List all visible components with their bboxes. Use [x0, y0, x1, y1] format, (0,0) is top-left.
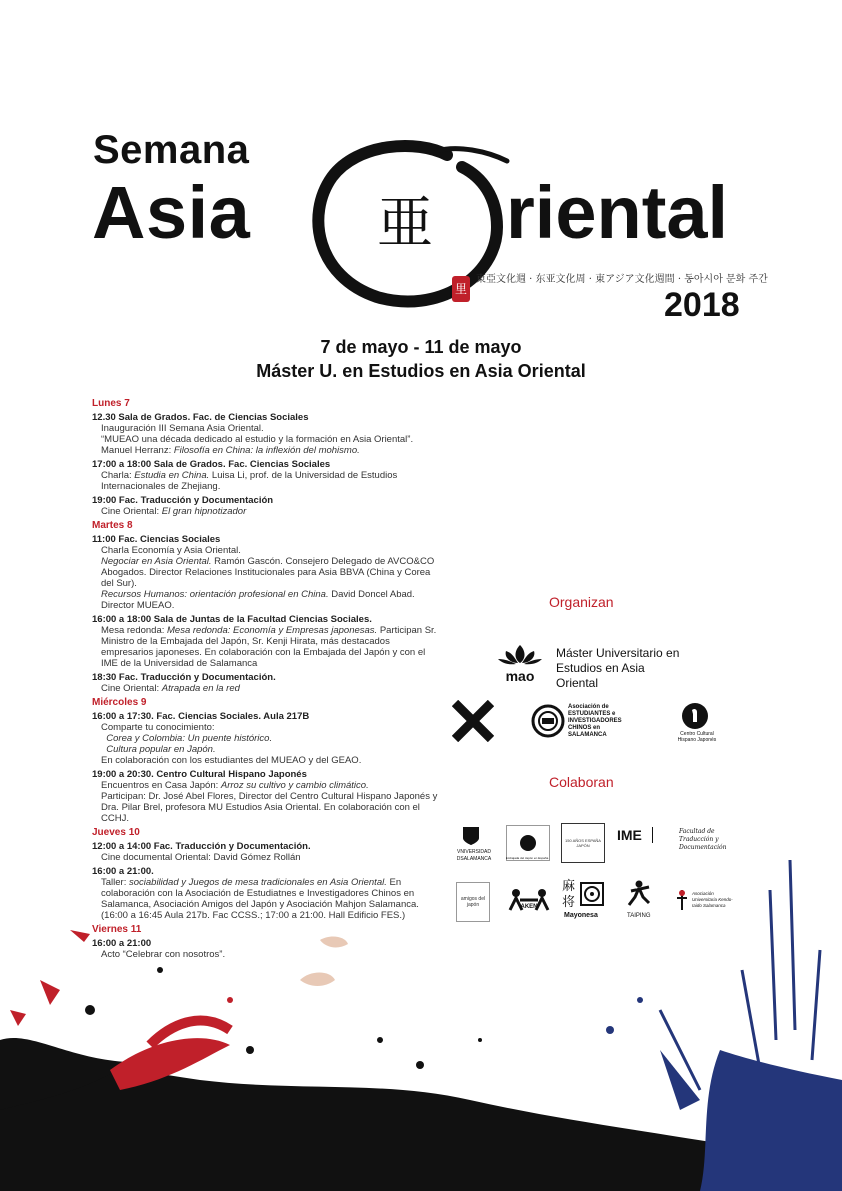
enso-character: 亜	[377, 191, 433, 256]
event-detail: Comparte tu conocimiento:	[101, 722, 215, 733]
event-heading: 16:00 a 21:00.	[92, 866, 154, 877]
title-semana: Semana	[93, 128, 250, 172]
cchj-text: Centro Cultural Hispano Japonés	[677, 731, 717, 743]
taiping-text: TAIPING	[627, 913, 651, 919]
paint-splash-decoration	[0, 830, 842, 1191]
150-anos-logo: 150 AÑOS ESPAÑA JAPÓN	[561, 823, 605, 863]
cjk-subtitle: 東亞文化週 · 东亚文化周 · 東アジア文化週間 · 동아시아 문화 주간	[476, 274, 768, 285]
mao-program-name: Máster Universitario en Estudios en Asia Oriental	[556, 646, 680, 690]
program-day: Jueves 10	[92, 827, 140, 838]
event-detail: Inauguración III Semana Asia Oriental.	[101, 423, 264, 434]
program-day: Martes 8	[92, 520, 133, 531]
event-detail: Cine documental Oriental: David Gómez Rollán	[101, 852, 301, 863]
fac-traduccion-text: Facultad de Traducción y Documentación	[679, 828, 727, 851]
program-day: Lunes 7	[92, 398, 130, 409]
event-detail: Cine Oriental: El gran hipnotizador	[101, 506, 247, 517]
event-detail: Encuentros en Casa Japón: Arroz su cultivo y cambio climático.	[101, 780, 369, 791]
event-detail: Charla: Estudia en China. Luisa Li, prof. de la Universidad de Estudios Internacionales de Zhejiang.	[101, 470, 398, 492]
ime-logo: IME	[617, 827, 653, 843]
event-heading: 16:00 a 18:00 Sala de Juntas de la Facultad Ciencias Sociales.	[92, 614, 372, 625]
event-heading: 16:00 a 21:00	[92, 938, 152, 949]
event-detail: Taller: sociabilidad y Juegos de mesa tradicionales en Asia Oriental. En colaboración con la Asociación de Estudiatnes e Investigadores Chinos en Salamanca, Asociación Amigos del Japón y Asociación Mahjon Salamanca. (16:00 a 16:45 Aula 217b. Fac CCSS.; 17:00 a 21:00. Hall Edificio FES.)	[101, 877, 419, 921]
event-heading: 19:00 a 20:30. Centro Cultural Hispano Japonés	[92, 769, 307, 780]
program-day: Miércoles 9	[92, 697, 147, 708]
event-detail: Mesa redonda: Mesa redonda: Economía y Empresas japonesas. Participan Sr. Ministro de la Embajada del Japón, Sr. Kenji Hirata, más destacados empresarios japoneses. En colaboración con la Embajada del Japón y con el IME de la Universidad de Salamanca	[101, 625, 437, 669]
event-heading: 16:00 a 17:30. Fac. Ciencias Sociales. Aula 217B	[92, 711, 310, 722]
amigos-japon-logo: amigos del japón	[456, 882, 490, 922]
event-heading: 19:00 Fac. Traducción y Documentación	[92, 495, 274, 506]
event-detail: Participan: Dr. José Abel Flores, Director del Centro Cultural Hispano Japonés y Dra. Pilar Brel, profesora MU Estudios Asia Oriental. En colaboración con el CCHJ.	[101, 791, 438, 824]
master-title: Máster U. en Estudios en Asia Oriental	[256, 361, 586, 381]
embajada-text: Embajada del Japón en España	[505, 856, 549, 860]
red-seal-stamp: 里	[452, 276, 470, 302]
usal-text: VNIVERSIDAD DSALAMANCA	[456, 849, 492, 862]
event-detail: Cine Oriental: Atrapada en la red	[101, 683, 240, 694]
svg-text:AKEN: AKEN	[520, 904, 538, 910]
x-logo	[452, 700, 494, 742]
event-detail: Manuel Herranz: Filosofía en China: la inflexión del mohismo.	[101, 445, 360, 456]
event-detail: “MUEAO una década dedicado al estudio y la formación en Asia Oriental”.	[101, 434, 414, 445]
title-asia: Asia	[92, 171, 251, 254]
assoc-univ-text: Asociación Universitaria Kendo-Iaido Salamanca	[692, 891, 733, 908]
organizers-title: Organizan	[549, 594, 614, 610]
event-detail: En colaboración con los estudiantes del MUEAO y del GEAO.	[101, 755, 362, 766]
mao-logo	[494, 641, 546, 683]
event-detail: Charla Economía y Asia Oriental.	[101, 545, 241, 556]
mahjong-chars: 麻 将	[562, 879, 576, 910]
event-heading: 17:00 a 18:00 Sala de Grados. Fac. Ciencias Sociales	[92, 459, 331, 470]
asoc-chinos-text: Asociación de ESTUDIANTES e INVESTIGADORES CHINOS en SALAMANCA	[568, 704, 622, 738]
collaborators-title: Colaboran	[549, 774, 614, 790]
event-detail: Cultura popular en Japón.	[106, 744, 216, 755]
event-heading: 18:30 Fac. Traducción y Documentación.	[92, 672, 276, 683]
event-heading: 12.30 Sala de Grados. Fac. de Ciencias Sociales	[92, 412, 309, 423]
event-detail: Acto “Celebrar con nosotros”.	[101, 949, 226, 960]
event-detail: Corea y Colombia: Un puente histórico.	[106, 733, 273, 744]
event-detail: Negociar en Asia Oriental. Ramón Gascón. Consejero Delegado de AVCO&CO Abogados. Director Relaciones Institucionales para Asia BBVA (China y Corea del Sur).	[101, 556, 435, 589]
event-dates: 7 de mayo - 11 de mayo	[320, 337, 522, 357]
event-heading: 12:00 a 14:00 Fac. Traducción y Documentación.	[92, 841, 311, 852]
cchj-logo	[680, 702, 710, 730]
mayonesa-text: Mayonesa	[564, 912, 598, 919]
svg-text:mao: mao	[505, 668, 535, 683]
event-heading: 11:00 Fac. Ciencias Sociales	[92, 534, 221, 545]
event-detail: Recursos Humanos: orientación profesional en China. David Doncel Abad. Director MUEAO.	[101, 589, 415, 611]
program-day: Viernes 11	[92, 924, 142, 935]
year: 2018	[664, 286, 740, 324]
title-oriental: riental	[506, 171, 729, 254]
asoc-chinos-logo	[531, 704, 565, 738]
